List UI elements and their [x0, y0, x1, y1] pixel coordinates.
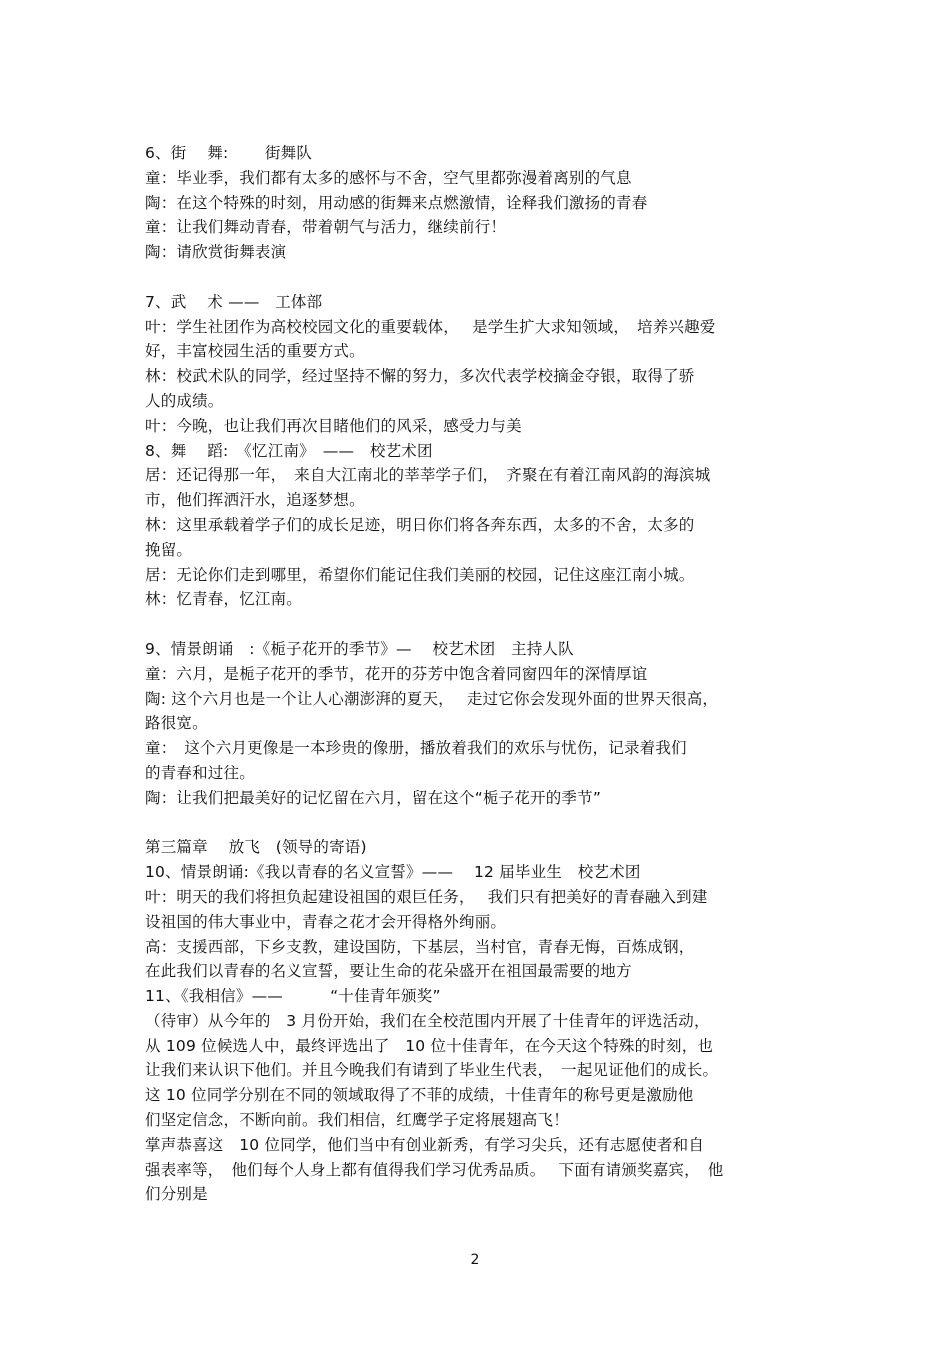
text-line: 掌声恭喜这 10 位同学，他们当中有创业新秀，有学习尖兵，还有志愿使者和自: [145, 1135, 705, 1154]
text-line: 设祖国的伟大事业中，青春之花才会开得格外绚丽。: [145, 912, 507, 931]
text-line: 童：让我们舞动青春，带着朝气与活力，继续前行！: [145, 218, 507, 237]
text-line: 8、舞 蹈: 《忆江南》 —— 校艺术团: [145, 441, 433, 460]
text-line: 第三篇章 放飞 (领导的寄语): [145, 838, 367, 857]
text-line: 10、情景朗诵:《我以青春的名义宣誓》—— 12 届毕业生 校艺术团: [145, 863, 641, 882]
paragraph-gap: [145, 612, 825, 637]
text-line: 们坚定信念，不断向前。我们相信，红鹰学子定将展翅高飞！: [145, 1111, 569, 1130]
text-line: 这 10 位同学分别在不同的领域取得了不菲的成绩，十佳青年的称号更是激励他: [145, 1086, 694, 1105]
text-line: 好，丰富校园生活的重要方式。: [145, 342, 365, 361]
text-line: 高：支援西部，下乡支教，建设国防，下基层，当村官，青春无悔，百炼成钢，: [145, 937, 695, 956]
text-line: 童： 这个六月更像是一本珍贵的像册，播放着我们的欢乐与忧伤，记录着我们: [145, 739, 687, 758]
text-line: 人的成绩。: [145, 391, 224, 410]
text-line: 们分别是: [145, 1185, 208, 1204]
text-line: 叶：明天的我们将担负起建设祖国的艰巨任务， 我们只有把美好的青春融入到建: [145, 887, 708, 906]
text-line: 市，他们挥洒汗水，追逐梦想。: [145, 491, 365, 510]
text-line: 陶: 这个六月也是一个让人心潮澎湃的夏天， 走过它你会发现外面的世界天很高，: [145, 689, 719, 708]
text-line: 林：忆青春，忆江南。: [145, 590, 303, 609]
text-line: 让我们来认识下他们。并且今晚我们有请到了毕业生代表， 一起见证他们的成长。: [145, 1061, 719, 1080]
text-line: 陶：请欣赏街舞表演: [145, 243, 287, 262]
text-line: 11、《我相信》—— “十佳青年颁奖”: [145, 987, 441, 1006]
text-line: 的青春和过往。: [145, 763, 255, 782]
text-line: 9、情景朗诵 :《栀子花开的季节》— 校艺术团 主持人队: [145, 639, 574, 658]
text-line: （待审）从今年的 3 月份开始，我们在全校范围内开展了十佳青年的评选活动，: [145, 1011, 710, 1030]
text-line: 挽留。: [145, 540, 193, 559]
text-line: 林：这里承载着学子们的成长足迹，明日你们将各奔东西，太多的不舍，太多的: [145, 515, 695, 534]
text-line: 居：还记得那一年， 来自大江南北的莘莘学子们， 齐聚在有着江南风韵的海滨城: [145, 466, 711, 485]
text-line: 6、街 舞: 街舞队: [145, 144, 313, 162]
text-line: 路很宽。: [145, 714, 208, 733]
text-line: 陶：让我们把最美好的记忆留在六月，留在这个“栀子花开的季节”: [145, 788, 602, 807]
text-line: 从 109 位候选人中，最终评选出了 10 位十佳青年，在今天这个特殊的时刻，也: [145, 1036, 714, 1055]
paragraph-gap: [145, 265, 825, 290]
text-line: 陶：在这个特殊的时刻，用动感的街舞来点燃激情，诠释我们激扬的青春: [145, 193, 648, 212]
page-number: 2: [470, 1252, 480, 1268]
paragraph-gap: [145, 811, 825, 836]
document-body: [145, 141, 825, 1207]
text-line: 童：毕业季，我们都有太多的感怀与不舍，空气里都弥漫着离别的气息: [145, 168, 632, 187]
text-line: 强表率等， 他们每个人身上都有值得我们学习优秀品质。 下面有请颁奖嘉宾， 他: [145, 1160, 724, 1179]
text-line: 7、武 术 —— 工体部: [145, 292, 323, 311]
text-line: 叶：今晚，也让我们再次目睹他们的风采，感受力与美: [145, 416, 522, 435]
text-line: 居：无论你们走到哪里，希望你们能记住我们美丽的校园，记住这座江南小城。: [145, 565, 695, 584]
text-line: 童：六月，是栀子花开的季节，花开的芬芳中饱含着同窗四年的深情厚谊: [145, 664, 648, 683]
text-line: 在此我们以青春的名义宣誓，要让生命的花朵盛开在祖国最需要的地方: [145, 962, 632, 981]
text-line: 叶：学生社团作为高校校园文化的重要载体， 是学生扩大求知领域， 培养兴趣爱: [145, 317, 716, 336]
text-line: 林：校武术队的同学，经过坚持不懈的努力，多次代表学校摘金夺银，取得了骄: [145, 367, 695, 386]
